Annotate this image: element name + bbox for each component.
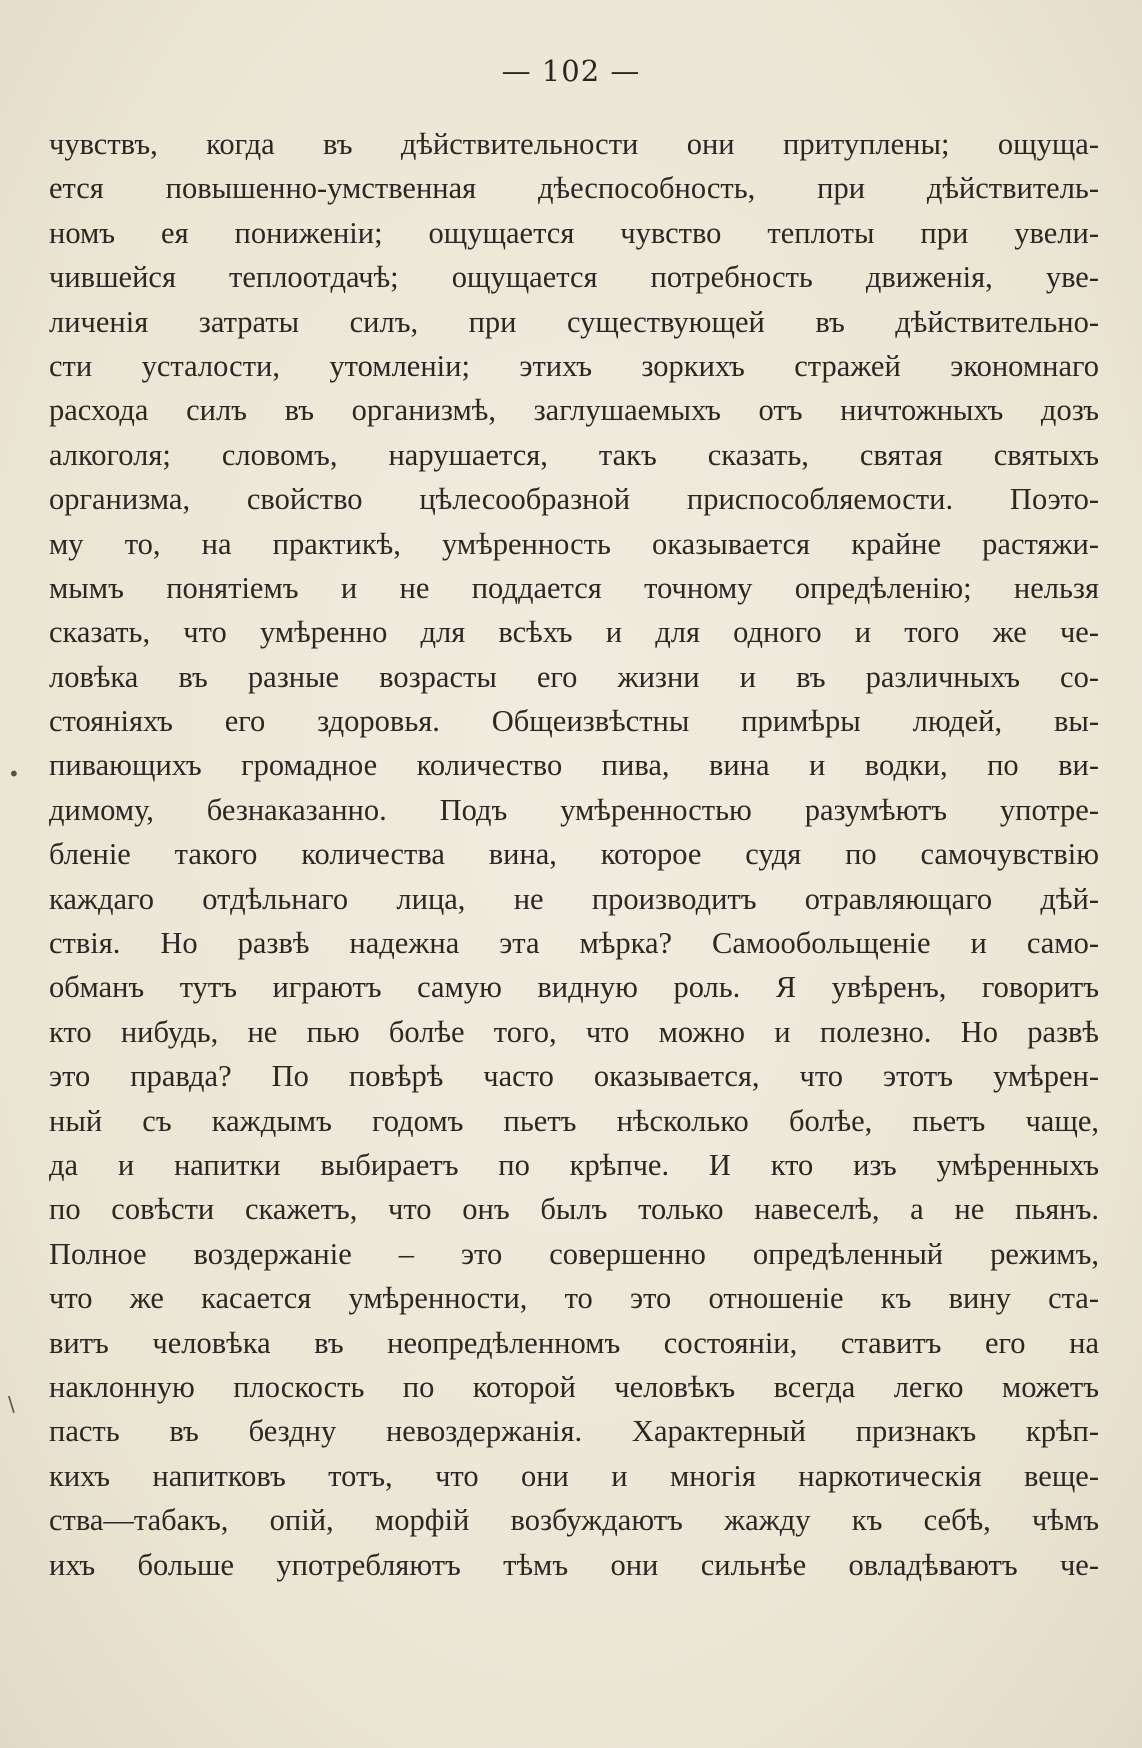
body-text [49,122,1099,1587]
text-line: пивающихъ громадное количество пива, вина и водки, по ви- [49,748,1099,783]
text-line: обманъ тутъ играютъ самую видную роль. Я увѣренъ, говоритъ [49,970,1099,1005]
text-line: Полное воздержаніе – это совершенно опредѣленный режимъ, [49,1236,1099,1271]
text-line: кто нибудь, не пью болѣе того, что можно и полезно. Но развѣ [49,1014,1099,1049]
text-line: кихъ напитковъ тотъ, что они и многія наркотическія веще- [49,1458,1099,1493]
text-line: ствія. Но развѣ надежна эта мѣрка? Самообольщеніе и само- [49,926,1099,961]
text-line: что же касается умѣренности, то это отношеніе къ вину ста- [49,1281,1099,1316]
text-line: стояніяхъ его здоровья. Общеизвѣстны примѣры людей, вы- [49,704,1099,739]
text-line: витъ человѣка въ неопредѣленномъ состояніи, ставитъ его на [49,1325,1099,1360]
text-line: личенія затраты силъ, при существующей въ дѣйствительно- [49,304,1099,339]
text-line: да и напитки выбираетъ по крѣпче. И кто изъ умѣренныхъ [49,1147,1099,1182]
text-line: расхода силъ въ организмѣ, заглушаемыхъ отъ ничтожныхъ дозъ [49,393,1099,428]
text-line: сти усталости, утомленіи; этихъ зоркихъ стражей экономнаго [49,348,1099,383]
margin-tick-mark: \ [8,1392,15,1416]
text-line: ный съ каждымъ годомъ пьетъ нѣсколько болѣе, пьетъ чаще, [49,1103,1099,1138]
margin-dot-mark: • [8,762,20,786]
text-line: ловѣка въ разные возрасты его жизни и въ различныхъ со- [49,659,1099,694]
text-line: чувствъ, когда въ дѣйствительности они притуплены; ощуща- [49,127,1099,161]
text-line: наклонную плоскость по которой человѣкъ всегда легко можетъ [49,1369,1099,1404]
text-line: димому, безнаказанно. Подъ умѣренностью разумѣютъ употре- [49,792,1099,827]
text-line: организма, свойство цѣлесообразной приспособляемости. Поэто- [49,482,1099,517]
text-line: по совѣсти скажетъ, что онъ былъ только навеселѣ, а не пьянъ. [49,1192,1099,1227]
text-line: му то, на практикѣ, умѣренность оказывается крайне растяжи- [49,526,1099,561]
text-line: ихъ больше употребляютъ тѣмъ они сильнѣе овладѣваютъ че- [49,1547,1099,1582]
text-line: чившейся теплоотдачѣ; ощущается потребность движенія, уве- [49,260,1099,295]
text-line: пасть въ бездну невоздержанія. Характерный признакъ крѣп- [49,1414,1099,1449]
text-line: ется повышенно-умственная дѣеспособность, при дѣйствитель- [49,171,1099,206]
text-line: мымъ понятіемъ и не поддается точному опредѣленію; нельзя [49,570,1099,605]
text-line: бленіе такого количества вина, которое судя по самочувствію [49,837,1099,872]
text-line: алкоголя; словомъ, нарушается, такъ сказать, святая святыхъ [49,437,1099,472]
text-line: сказать, что умѣренно для всѣхъ и для одного и того же че- [49,615,1099,650]
text-line: номъ ея пониженіи; ощущается чувство теплоты при увели- [49,215,1099,250]
text-line: каждаго отдѣльнаго лица, не производитъ отравляющаго дѣй- [49,881,1099,916]
text-line: это правда? По повѣрѣ часто оказывается, что этотъ умѣрен- [49,1059,1099,1094]
text-line: ства—табакъ, опій, морфій возбуждаютъ жажду къ себѣ, чѣмъ [49,1503,1099,1538]
page-number: — 102 — [501,54,641,88]
